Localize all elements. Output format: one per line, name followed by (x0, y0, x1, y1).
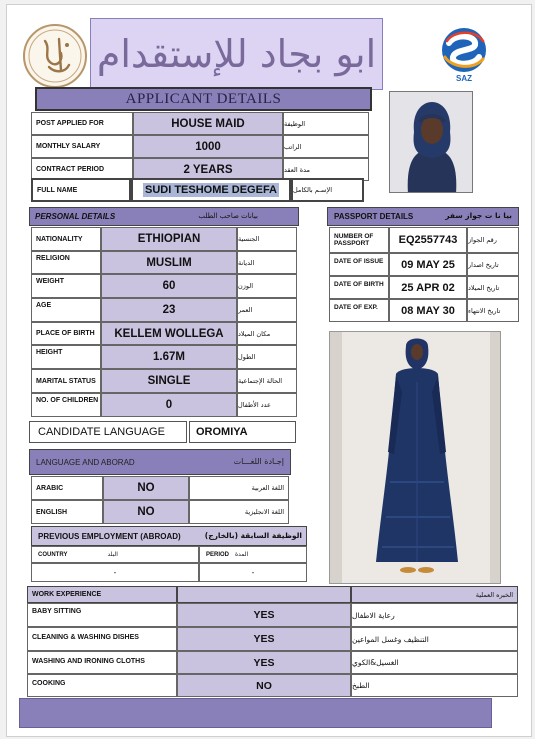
passport-details-title: PASSPORT DETAILS (334, 212, 414, 221)
marital-status-value: SINGLE (101, 369, 237, 393)
personal-details-table (31, 227, 297, 417)
personal-row-arabic: العمر (237, 298, 297, 322)
work-row-label: COOKING (27, 674, 177, 697)
country-label: COUNTRY (38, 551, 68, 558)
passport-row-arabic: رقم الجواز (467, 227, 519, 253)
language-row-arabic: اللغة العربية (189, 476, 289, 500)
footer-bar (19, 698, 492, 728)
full-name-arabic: الإسـم بالكامل (291, 178, 364, 202)
period-value: - (199, 563, 307, 582)
personal-row-label: WEIGHT (31, 274, 101, 298)
date-of-birth-value: 25 APR 02 (389, 276, 467, 299)
period-label-cell (199, 546, 307, 563)
personal-details-arabic: بيانات صاحب الطلب (198, 212, 258, 220)
applicant-row-label: POST APPLIED FOR (31, 112, 133, 135)
language-table (31, 476, 289, 524)
passport-row-label: DATE OF EXP. (329, 299, 389, 322)
work-row-label: WASHING AND IRONING CLOTHS (27, 651, 177, 674)
saz-logo-text: SAZ (456, 74, 472, 83)
cooking-value: NO (177, 674, 351, 697)
language-title-arabic: إجـادة اللغـــات (233, 457, 284, 466)
saz-logo (433, 27, 495, 85)
personal-row-label: AGE (31, 298, 101, 322)
candidate-language-row (29, 421, 296, 443)
language-row-label: ENGLISH (31, 500, 103, 524)
date-of-issue-value: 09 MAY 25 (389, 253, 467, 276)
personal-details-title: PERSONAL DETAILS (35, 212, 116, 221)
personal-row-arabic: الديانة (237, 251, 297, 274)
age-value: 23 (101, 298, 237, 322)
work-row-arabic: رعاية الاطفال (351, 603, 518, 627)
passport-row-label: DATE OF BIRTH (329, 276, 389, 299)
full-name-row (31, 178, 364, 202)
cv-page (6, 4, 532, 737)
personal-row-arabic: الطول (237, 345, 297, 369)
personal-row-arabic: الحالة الإجتماعية (237, 369, 297, 393)
nationality-value: ETHIOPIAN (101, 227, 237, 251)
washing-ironing-value: YES (177, 651, 351, 674)
language-row-label: ARABIC (31, 476, 103, 500)
personal-row-label: HEIGHT (31, 345, 101, 369)
passport-details-header (327, 207, 519, 226)
date-of-expiry-value: 08 MAY 30 (389, 299, 467, 322)
personal-row-arabic: الجنسية (237, 227, 297, 251)
passport-row-arabic: تاريخ الانتهاء (467, 299, 519, 322)
work-row-label: BABY SITTING (27, 603, 177, 627)
passport-table (329, 227, 519, 322)
arabic-value: NO (103, 476, 189, 500)
personal-row-label: PLACE OF BIRTH (31, 322, 101, 345)
work-row-label: CLEANING & WASHING DISHES (27, 627, 177, 651)
personal-row-label: NO. OF CHILDREN (31, 393, 101, 417)
applicant-details-title: APPLICANT DETAILS (125, 90, 282, 107)
passport-number-value: EQ2557743 (389, 227, 467, 253)
passport-row-arabic: تاريخ الميلاد (467, 276, 519, 299)
applicant-portrait-photo (389, 91, 473, 193)
country-value: - (31, 563, 199, 582)
period-arabic: المدة (235, 551, 249, 558)
applicant-row-arabic: مدة العقد (283, 158, 369, 181)
full-name-cell (131, 178, 291, 202)
religion-value: MUSLIM (101, 251, 237, 274)
personal-row-label: NATIONALITY (31, 227, 101, 251)
height-value: 1.67M (101, 345, 237, 369)
applicant-row-label: MONTHLY SALARY (31, 135, 133, 158)
country-label-cell (31, 546, 199, 563)
applicant-details-heading (35, 87, 372, 111)
cleaning-value: YES (177, 627, 351, 651)
country-arabic: البلد (107, 551, 118, 558)
candidate-language-label: CANDIDATE LANGUAGE (29, 421, 187, 443)
agency-arabic-title: ابو بجاد للإستقدام (96, 32, 377, 76)
work-row-arabic: التنظيف وغسل المواعين (351, 627, 518, 651)
post-applied-value: HOUSE MAID (133, 112, 283, 135)
applicant-row-arabic: الراتب (283, 135, 369, 158)
passport-row-label: DATE OF ISSUE (329, 253, 389, 276)
applicant-row-label: CONTRACT PERIOD (31, 158, 133, 181)
personal-row-label: RELIGION (31, 251, 101, 274)
passport-row-arabic: تاريخ اصدار (467, 253, 519, 276)
applicant-row-arabic: الوظيفة (283, 112, 369, 135)
language-row-arabic: اللغة الانجليزية (189, 500, 289, 524)
contract-period-value: 2 YEARS (133, 158, 283, 181)
full-name-value: SUDI TESHOME DEGEFA (144, 184, 278, 196)
work-experience-header-mid (177, 586, 351, 603)
applicant-full-body-photo (329, 331, 501, 584)
personal-row-arabic: عدد الأطفال (237, 393, 297, 417)
work-experience-table (27, 603, 518, 697)
previous-employment-table (31, 546, 307, 582)
full-name-label: FULL NAME (31, 178, 131, 202)
applicant-table (31, 112, 369, 182)
work-row-arabic: الغسيل&الكوي (351, 651, 518, 674)
previous-employment-arabic: الوظيفة السابقة (بالخارج) (204, 531, 302, 540)
personal-row-label: MARITAL STATUS (31, 369, 101, 393)
language-title: LANGUAGE AND ABORAD (36, 458, 135, 467)
agency-title-banner (90, 18, 383, 90)
baby-sitting-value: YES (177, 603, 351, 627)
period-label: PERIOD (206, 551, 230, 558)
monthly-salary-value: 1000 (133, 135, 283, 158)
work-experience-arabic: الخبره العملية (351, 586, 518, 603)
work-experience-header (27, 586, 518, 603)
place-of-birth-value: KELLEM WOLLEGA (101, 322, 237, 345)
weight-value: 60 (101, 274, 237, 298)
personal-details-header (29, 207, 299, 226)
work-experience-title: WORK EXPERIENCE (27, 586, 177, 603)
language-header (29, 449, 291, 475)
candidate-language-value: OROMIYA (189, 421, 296, 443)
passport-details-arabic: بيا نا ت جواز سفر (445, 211, 512, 220)
previous-employment-title: PREVIOUS EMPLOYMENT (ABROAD) (38, 532, 181, 541)
passport-row-label: NUMBER OF PASSPORT (329, 227, 389, 253)
children-value: 0 (101, 393, 237, 417)
personal-row-arabic: مكان الميلاد (237, 322, 297, 345)
personal-row-arabic: الوزن (237, 274, 297, 298)
work-row-arabic: الطبخ (351, 674, 518, 697)
english-value: NO (103, 500, 189, 524)
agency-seal-logo (21, 23, 89, 89)
previous-employment-header (31, 526, 307, 546)
